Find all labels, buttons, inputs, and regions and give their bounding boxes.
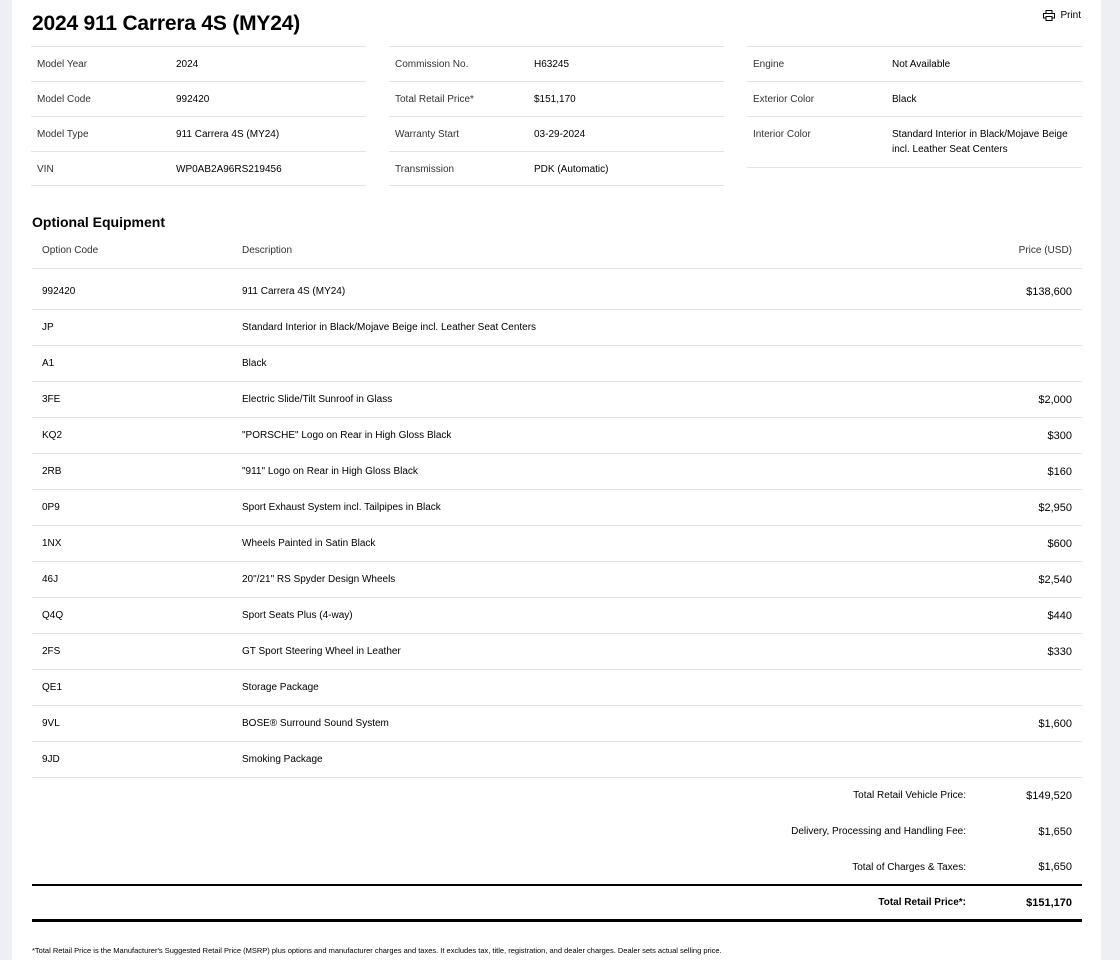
table-row: [32, 562, 1082, 598]
table-row: [32, 634, 1082, 670]
option-description: Electric Slide/Tilt Sunroof in Glass: [242, 394, 393, 405]
option-description: 20"/21" RS Spyder Design Wheels: [242, 574, 396, 585]
spec-row-commission: [389, 46, 724, 81]
spec-value: H63245: [534, 59, 570, 70]
spec-value: Standard Interior in Black/Mojave Beige incl. Leather Seat Centers: [892, 129, 1068, 155]
table-row: [32, 706, 1082, 742]
option-description: Storage Package: [242, 682, 319, 693]
table-row: [32, 382, 1082, 418]
option-price: $2,000: [1038, 393, 1072, 406]
option-price: $2,540: [1038, 573, 1072, 586]
table-row: [32, 490, 1082, 526]
table-row: [32, 418, 1082, 454]
options-table-body: [32, 269, 1082, 778]
option-code: JP: [42, 322, 54, 333]
header-description: Description: [242, 245, 293, 256]
option-description: 911 Carrera 4S (MY24): [242, 286, 346, 297]
spec-value: $151,170: [534, 94, 576, 105]
spec-label: Model Type: [37, 129, 89, 140]
option-code: A1: [42, 358, 55, 369]
table-row: [32, 670, 1082, 706]
spec-value: Black: [892, 94, 917, 105]
spec-value: WP0AB2A96RS219456: [176, 164, 282, 175]
spec-row-warranty: [389, 116, 724, 151]
spec-label: Interior Color: [753, 129, 811, 140]
grand-total-row: [32, 886, 1082, 922]
spec-label: Transmission: [395, 164, 455, 175]
option-price: $440: [1047, 609, 1072, 622]
option-code: 46J: [42, 574, 59, 585]
total-label: Delivery, Processing and Handling Fee:: [791, 826, 966, 837]
option-description: "PORSCHE" Logo on Rear in High Gloss Black: [242, 430, 452, 441]
option-price: $300: [1047, 429, 1072, 442]
option-description: Black: [242, 358, 267, 369]
option-description: Standard Interior in Black/Mojave Beige incl. Leather Seat Centers: [242, 322, 537, 333]
option-price: $138,600: [1026, 285, 1072, 298]
option-code: KQ2: [42, 430, 63, 441]
delivery-fee-row: [32, 814, 1082, 850]
spec-column-3: [747, 46, 1082, 168]
spec-row-engine: [747, 46, 1082, 81]
option-code: 9VL: [42, 718, 60, 729]
spec-value: Not Available: [892, 59, 951, 70]
table-row: [32, 269, 1082, 310]
spec-row-exterior-color: [747, 81, 1082, 116]
table-row: [32, 310, 1082, 346]
spec-label: Commission No.: [395, 59, 469, 70]
spec-value: 992420: [176, 94, 210, 105]
header-price: Price (USD): [1018, 245, 1072, 256]
spec-label: Model Code: [37, 94, 91, 105]
option-description: Sport Seats Plus (4-way): [242, 610, 353, 621]
option-price: $600: [1047, 537, 1072, 550]
charges-taxes-row: [32, 850, 1082, 886]
spec-label: Exterior Color: [753, 94, 815, 105]
options-table: [32, 233, 1082, 922]
option-description: GT Sport Steering Wheel in Leather: [242, 646, 401, 657]
table-row: [32, 526, 1082, 562]
option-code: 3FE: [42, 394, 61, 405]
spec-label: Model Year: [37, 59, 88, 70]
total-label: Total Retail Vehicle Price:: [853, 790, 966, 801]
total-value: $1,650: [1038, 825, 1072, 838]
option-price: $160: [1047, 465, 1072, 478]
option-code: 9JD: [42, 754, 60, 765]
spec-label: Engine: [753, 59, 785, 70]
window-sticker-sheet: [12, 0, 1101, 960]
option-description: "911" Logo on Rear in High Gloss Black: [242, 466, 418, 477]
spec-row-model-type: [31, 116, 366, 151]
print-label: Print: [1060, 10, 1081, 21]
spec-row-transmission: [389, 151, 724, 186]
option-code: 2RB: [42, 466, 62, 477]
spec-row-interior-color: [747, 116, 1082, 168]
spec-row-model-year: [31, 46, 366, 81]
option-description: BOSE® Surround Sound System: [242, 718, 389, 729]
option-description: Wheels Painted in Satin Black: [242, 538, 376, 549]
spec-label: Total Retail Price*: [395, 94, 474, 105]
spec-row-vin: [31, 151, 366, 186]
option-code: 0P9: [42, 502, 60, 513]
option-price: $330: [1047, 645, 1072, 658]
option-description: Sport Exhaust System incl. Tailpipes in Black: [242, 502, 441, 513]
option-price: $1,600: [1038, 717, 1072, 730]
option-price: $2,950: [1038, 501, 1072, 514]
spec-value: 03-29-2024: [534, 129, 586, 140]
total-label: Total of Charges & Taxes:: [852, 861, 966, 873]
option-description: Smoking Package: [242, 754, 323, 765]
spec-value: 2024: [176, 59, 199, 70]
spec-column-1: [31, 46, 366, 186]
spec-column-2: [389, 46, 724, 186]
table-row: [32, 454, 1082, 490]
page-title: 2024 911 Carrera 4S (MY24): [32, 12, 300, 35]
option-code: 992420: [42, 286, 76, 297]
footnote: *Total Retail Price is the Manufacturer's Suggested Retail Price (MSRP) plus options and manufacturer charges and taxes. It excludes tax, title, registration, and dealer charges. Dealer sets actual selling price.: [32, 946, 722, 955]
total-value: $149,520: [1026, 789, 1072, 802]
spec-value: 911 Carrera 4S (MY24): [176, 129, 280, 140]
header-option-code: Option Code: [42, 245, 99, 256]
table-row: [32, 742, 1082, 778]
options-table-header: [32, 233, 1082, 269]
optional-equipment-heading: Optional Equipment: [32, 214, 165, 230]
option-code: QE1: [42, 682, 63, 693]
table-row: [32, 598, 1082, 634]
option-code: 1NX: [42, 538, 62, 549]
spec-row-model-code: [31, 81, 366, 116]
total-vehicle-row: [32, 778, 1082, 814]
printer-icon: [1043, 10, 1055, 21]
option-code: 2FS: [42, 646, 61, 657]
option-code: Q4Q: [42, 610, 64, 621]
total-value: $151,170: [1026, 896, 1072, 909]
table-row: [32, 346, 1082, 382]
spec-value: PDK (Automatic): [534, 164, 609, 175]
print-button[interactable]: [1043, 10, 1081, 21]
total-value: $1,650: [1038, 861, 1072, 873]
spec-row-total-retail: [389, 81, 724, 116]
spec-label: VIN: [37, 164, 54, 175]
total-label: Total Retail Price*:: [878, 897, 966, 908]
spec-label: Warranty Start: [395, 129, 460, 140]
